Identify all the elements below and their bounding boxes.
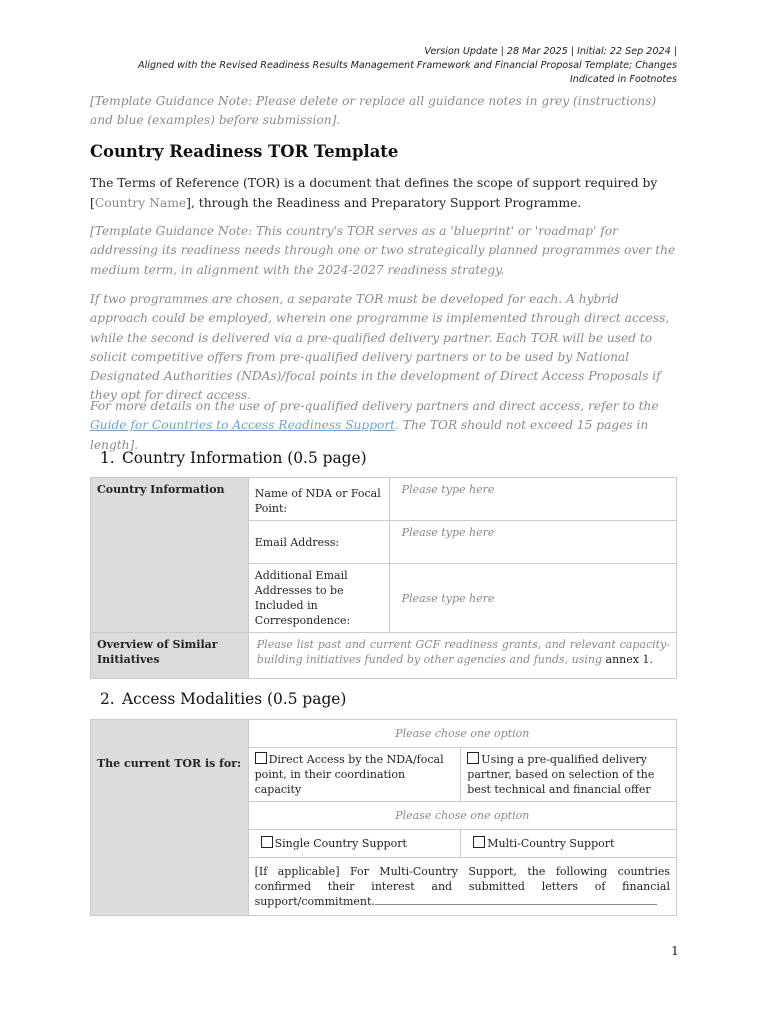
- intro-text-start: The Terms of Reference (TOR) is a document that defines the scope of support required by [: [90, 176, 658, 210]
- access-modalities-table: [90, 719, 677, 916]
- header-version-line: Version Update | 28 Mar 2025 | Initial: 22 Sep 2024 |: [424, 46, 677, 57]
- section-1-heading: [100, 449, 367, 467]
- option-multi-country[interactable]: [461, 830, 677, 858]
- header-alignment-line: Aligned with the Revised Readiness Results Management Framework and Financial Proposal Template; Changes: [138, 60, 677, 71]
- email-address-label: Email Address:: [248, 521, 389, 564]
- guidance-note-details: [90, 397, 680, 455]
- section-1-number: 1.: [100, 449, 115, 467]
- guidance-note-programmes: If two programmes are chosen, a separate TOR must be developed for each. A hybrid approach could be employed, wherein one programme is implemented through direct access, while the second is delivered via a pre-qualified delivery partner. Each TOR will be used to solicit competitive offers from pre-qualified delivery partners or to be used by National Designated Authorities (NDAs)/focal points in the development of Direct Access Proposals if they opt for direct access.: [90, 292, 670, 403]
- single-country-checkbox[interactable]: [261, 836, 273, 848]
- annex-reference: annex 1.: [605, 653, 653, 666]
- country-information-table: [90, 477, 677, 679]
- country-information-header: Country Information: [91, 478, 249, 633]
- choose-option-prompt-2: Please chose one option: [248, 802, 676, 830]
- section-1-title: Country Information (0.5 page): [122, 449, 367, 467]
- intro-paragraph: [90, 173, 690, 213]
- overview-field[interactable]: [248, 633, 676, 679]
- page-number: 1: [671, 943, 679, 958]
- overview-header: Overview of Similar Initiatives: [91, 633, 249, 679]
- intro-text-end: ], through the Readiness and Preparatory Support Programme.: [186, 196, 582, 210]
- document-header: [77, 45, 677, 87]
- nda-name-input[interactable]: Please type here: [389, 478, 676, 521]
- additional-emails-label: Additional Email Addresses to be Included in Correspondence:: [248, 564, 389, 633]
- guidance-note-details-text: For more details on the use of pre-qualified delivery partners and direct access, refer to the: [90, 399, 659, 413]
- delivery-partner-label: Using a pre-qualified delivery partner, based on selection of the best technical and financial offer: [467, 753, 655, 796]
- tor-for-label: The current TOR is for:: [91, 720, 249, 916]
- multi-country-note-field[interactable]: [248, 858, 676, 916]
- country-name-placeholder[interactable]: Country Name: [94, 196, 187, 210]
- section-2-number: 2.: [100, 690, 115, 708]
- option-direct-access[interactable]: [248, 748, 461, 802]
- option-delivery-partner[interactable]: [461, 748, 677, 802]
- nda-name-label: Name of NDA or Focal Point:: [248, 478, 389, 521]
- page-title: Country Readiness TOR Template: [90, 142, 399, 161]
- direct-access-checkbox[interactable]: [255, 752, 267, 764]
- choose-option-prompt-1: Please chose one option: [248, 720, 676, 748]
- multi-country-label: Multi-Country Support: [487, 837, 615, 850]
- countries-fill-line[interactable]: [375, 894, 657, 905]
- option-single-country[interactable]: [248, 830, 461, 858]
- overview-instructions: Please list past and current GCF readiness grants, and relevant capacity-building initiatives funded by other agencies and funds, using: [256, 638, 670, 666]
- direct-access-label: Direct Access by the NDA/focal point, in their coordination capacity: [254, 753, 444, 796]
- email-address-input[interactable]: Please type here: [389, 521, 676, 564]
- guidance-note-details-end: . The TOR should not exceed 15 pages in length].: [90, 418, 649, 452]
- section-2-title: Access Modalities (0.5 page): [122, 690, 347, 708]
- single-country-label: Single Country Support: [274, 837, 407, 850]
- additional-emails-input[interactable]: Please type here: [389, 564, 676, 633]
- guidance-note-top: [Template Guidance Note: Please delete or replace all guidance notes in grey (instructions) and blue (examples) before submission].: [90, 94, 657, 128]
- delivery-partner-checkbox[interactable]: [467, 752, 479, 764]
- multi-country-checkbox[interactable]: [473, 836, 485, 848]
- section-2-heading: [100, 690, 346, 708]
- multi-country-note: [If applicable] For Multi-Country Support, the following countries confirmed their interest and submitted letters of financial support/commitment.: [254, 865, 670, 908]
- guidance-note-blueprint: [Template Guidance Note: This country's TOR serves as a 'blueprint' or 'roadmap' for addressing its readiness needs through one or two strategically planned programmes over the medium term, in alignment with the 2024-2027 readiness strategy.: [90, 224, 676, 277]
- header-footnote-line: Indicated in Footnotes: [569, 74, 677, 85]
- guide-link[interactable]: Guide for Countries to Access Readiness Support: [90, 418, 396, 433]
